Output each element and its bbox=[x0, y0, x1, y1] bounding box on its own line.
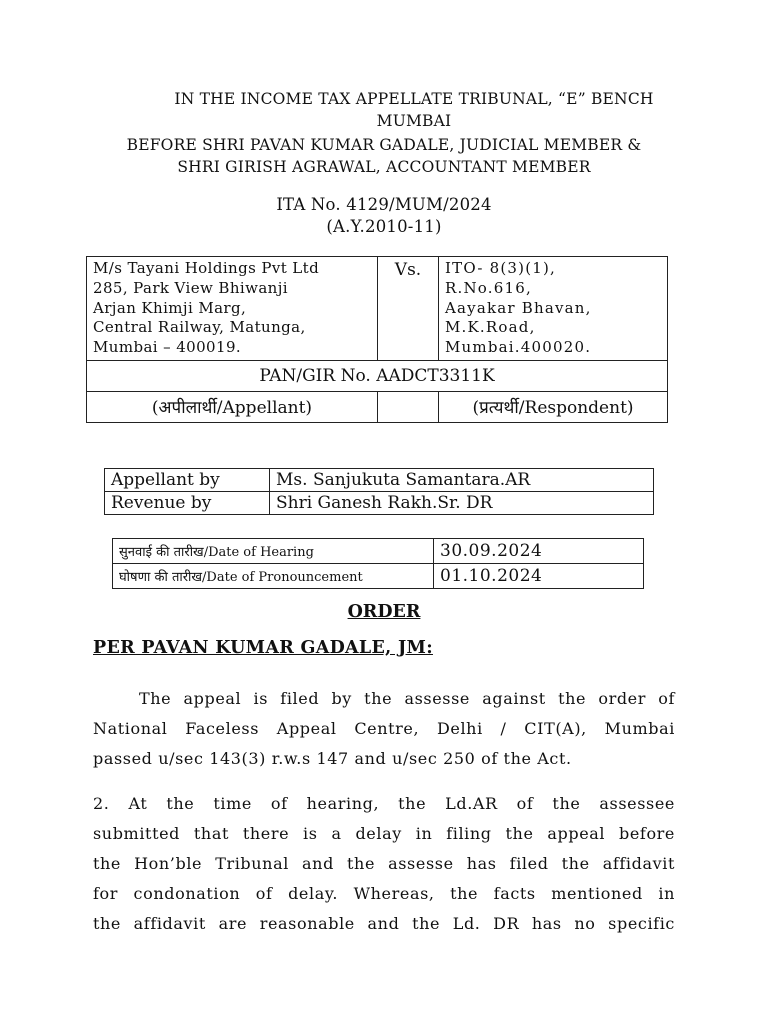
paragraph-1 bbox=[93, 684, 675, 774]
bench-line-1: BEFORE SHRI PAVAN KUMAR GADALE, JUDICIAL MEMBER & bbox=[126, 136, 642, 154]
respondent-address-line: ITO- 8(3)(1), bbox=[445, 259, 557, 277]
paragraph-line: submitted that there is a delay in filing the appeal before bbox=[93, 824, 675, 843]
representative-value: Shri Ganesh Rakh.Sr. DR bbox=[270, 492, 654, 515]
respondent-address-line: M.K.Road, bbox=[445, 318, 536, 337]
respondent-address-line: Aayakar Bhavan, bbox=[445, 298, 592, 317]
date-label: सुनवाई की तारीख/Date of Hearing bbox=[113, 539, 434, 564]
appellant-role: (अपीलार्थी/Appellant) bbox=[87, 391, 378, 422]
case-number bbox=[0, 194, 768, 238]
respondent-role: (प्रत्यर्थी/Respondent) bbox=[439, 391, 668, 422]
tribunal-heading bbox=[0, 88, 768, 132]
tribunal-line-1: IN THE INCOME TAX APPELLATE TRIBUNAL, “E” BENCH bbox=[174, 90, 654, 108]
appellant-address-line: Mumbai – 400019. bbox=[93, 338, 242, 357]
bench-line-2: SHRI GIRISH AGRAWAL, ACCOUNTANT MEMBER bbox=[177, 158, 591, 176]
bench-members bbox=[0, 134, 768, 178]
representative-label: Revenue by bbox=[105, 492, 270, 515]
dates-table bbox=[112, 538, 644, 589]
paragraph-line: the Hon’ble Tribunal and the assesse has filed the affidavit bbox=[93, 854, 675, 873]
appellant-address-line: Arjan Khimji Marg, bbox=[93, 298, 247, 317]
parties-table bbox=[86, 256, 668, 423]
assessment-year: (A.Y.2010-11) bbox=[326, 217, 442, 236]
paragraph-line: the affidavit are reasonable and the Ld. DR has no specific bbox=[93, 914, 675, 933]
paragraph-line: National Faceless Appeal Centre, Delhi / CIT(A), Mumbai bbox=[93, 719, 675, 738]
respondent-address-line: R.No.616, bbox=[445, 278, 532, 297]
respondent-address bbox=[439, 257, 668, 361]
appellant-address-line: Central Railway, Matunga, bbox=[93, 318, 306, 337]
representative-row bbox=[105, 469, 654, 492]
date-label: घोषणा की तारीख/Date of Pronouncement bbox=[113, 564, 434, 589]
tribunal-line-2: MUMBAI bbox=[376, 112, 452, 130]
appellant-address-line: M/s Tayani Holdings Pvt Ltd bbox=[93, 259, 320, 277]
date-value: 30.09.2024 bbox=[434, 539, 644, 564]
roles-spacer bbox=[378, 391, 439, 422]
pan-row bbox=[87, 360, 668, 391]
versus-label: Vs. bbox=[378, 257, 439, 361]
paragraph-line: for condonation of delay. Whereas, the facts mentioned in bbox=[93, 884, 675, 903]
paragraph-line: The appeal is filed by the assesse against the order of bbox=[139, 689, 675, 708]
appellant-address bbox=[87, 257, 378, 361]
representative-row bbox=[105, 492, 654, 515]
representative-value: Ms. Sanjukuta Samantara.AR bbox=[270, 469, 654, 492]
representatives-table bbox=[104, 468, 654, 515]
parties-address-row bbox=[87, 257, 668, 361]
paragraph-line: passed u/sec 143(3) r.w.s 147 and u/sec 250 of the Act. bbox=[93, 749, 572, 768]
paragraph-line: 2. At the time of hearing, the Ld.AR of the assessee bbox=[93, 794, 675, 813]
date-value: 01.10.2024 bbox=[434, 564, 644, 589]
date-row bbox=[113, 564, 644, 589]
paragraph-2 bbox=[93, 789, 675, 939]
per-member-line: PER PAVAN KUMAR GADALE, JM: bbox=[93, 638, 433, 658]
date-row bbox=[113, 539, 644, 564]
order-title: ORDER bbox=[347, 602, 421, 622]
respondent-address-line: Mumbai.400020. bbox=[445, 338, 592, 357]
roles-row bbox=[87, 391, 668, 422]
pan-number: PAN/GIR No. AADCT3311K bbox=[87, 360, 668, 391]
ita-number: ITA No. 4129/MUM/2024 bbox=[276, 195, 492, 214]
representative-label: Appellant by bbox=[105, 469, 270, 492]
appellant-address-line: 285, Park View Bhiwanji bbox=[93, 278, 288, 297]
